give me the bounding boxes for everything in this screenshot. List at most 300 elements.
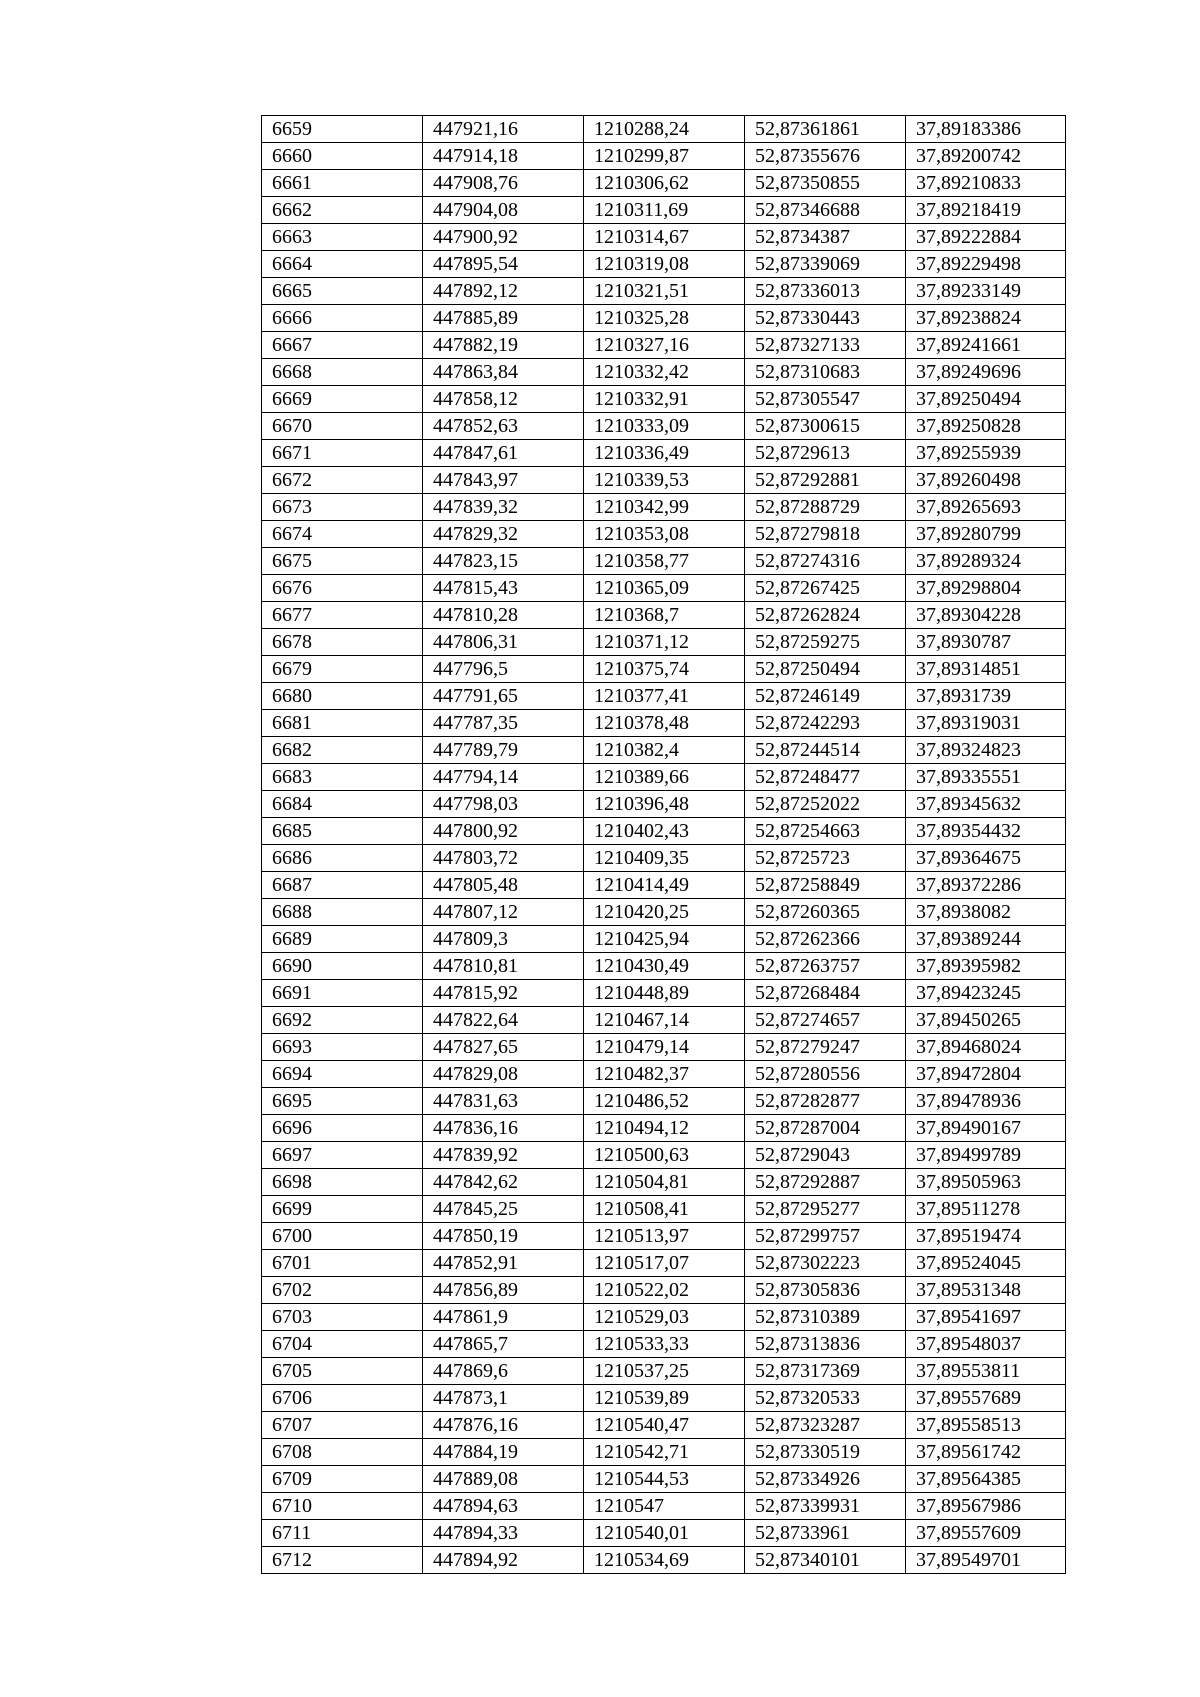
longitude-cell: 37,89335551 (906, 764, 1066, 791)
table-row (262, 953, 1066, 980)
x-coordinate-cell: 447822,64 (423, 1007, 584, 1034)
point-number-cell: 6693 (262, 1034, 423, 1061)
table-row (262, 845, 1066, 872)
y-coordinate-cell: 1210332,42 (584, 359, 745, 386)
point-number-cell: 6678 (262, 629, 423, 656)
y-coordinate-cell: 1210409,35 (584, 845, 745, 872)
point-number-cell: 6663 (262, 224, 423, 251)
table-row (262, 1007, 1066, 1034)
x-coordinate-cell: 447823,15 (423, 548, 584, 575)
y-coordinate-cell: 1210365,09 (584, 575, 745, 602)
x-coordinate-cell: 447882,19 (423, 332, 584, 359)
point-number-cell: 6702 (262, 1277, 423, 1304)
y-coordinate-cell: 1210371,12 (584, 629, 745, 656)
point-number-cell: 6711 (262, 1520, 423, 1547)
latitude-cell: 52,87339931 (745, 1493, 906, 1520)
x-coordinate-cell: 447842,62 (423, 1169, 584, 1196)
table-row (262, 332, 1066, 359)
point-number-cell: 6665 (262, 278, 423, 305)
latitude-cell: 52,8734387 (745, 224, 906, 251)
longitude-cell: 37,89218419 (906, 197, 1066, 224)
latitude-cell: 52,87244514 (745, 737, 906, 764)
longitude-cell: 37,89200742 (906, 143, 1066, 170)
point-number-cell: 6710 (262, 1493, 423, 1520)
latitude-cell: 52,87279247 (745, 1034, 906, 1061)
point-number-cell: 6700 (262, 1223, 423, 1250)
point-number-cell: 6659 (262, 116, 423, 143)
latitude-cell: 52,87323287 (745, 1412, 906, 1439)
longitude-cell: 37,8930787 (906, 629, 1066, 656)
latitude-cell: 52,87299757 (745, 1223, 906, 1250)
x-coordinate-cell: 447810,81 (423, 953, 584, 980)
x-coordinate-cell: 447885,89 (423, 305, 584, 332)
x-coordinate-cell: 447869,6 (423, 1358, 584, 1385)
x-coordinate-cell: 447904,08 (423, 197, 584, 224)
table-row (262, 116, 1066, 143)
y-coordinate-cell: 1210402,43 (584, 818, 745, 845)
x-coordinate-cell: 447894,63 (423, 1493, 584, 1520)
latitude-cell: 52,8725723 (745, 845, 906, 872)
latitude-cell: 52,87282877 (745, 1088, 906, 1115)
point-number-cell: 6674 (262, 521, 423, 548)
x-coordinate-cell: 447803,72 (423, 845, 584, 872)
table-row (262, 1142, 1066, 1169)
point-number-cell: 6676 (262, 575, 423, 602)
y-coordinate-cell: 1210540,01 (584, 1520, 745, 1547)
table-row (262, 521, 1066, 548)
table-row (262, 791, 1066, 818)
point-number-cell: 6673 (262, 494, 423, 521)
point-number-cell: 6684 (262, 791, 423, 818)
table-row (262, 683, 1066, 710)
x-coordinate-cell: 447796,5 (423, 656, 584, 683)
longitude-cell: 37,89557689 (906, 1385, 1066, 1412)
longitude-cell: 37,89260498 (906, 467, 1066, 494)
y-coordinate-cell: 1210508,41 (584, 1196, 745, 1223)
y-coordinate-cell: 1210425,94 (584, 926, 745, 953)
x-coordinate-cell: 447810,28 (423, 602, 584, 629)
y-coordinate-cell: 1210486,52 (584, 1088, 745, 1115)
longitude-cell: 37,89265693 (906, 494, 1066, 521)
y-coordinate-cell: 1210448,89 (584, 980, 745, 1007)
y-coordinate-cell: 1210517,07 (584, 1250, 745, 1277)
point-number-cell: 6708 (262, 1439, 423, 1466)
point-number-cell: 6703 (262, 1304, 423, 1331)
table-row (262, 197, 1066, 224)
longitude-cell: 37,89241661 (906, 332, 1066, 359)
longitude-cell: 37,89511278 (906, 1196, 1066, 1223)
point-number-cell: 6696 (262, 1115, 423, 1142)
latitude-cell: 52,87305836 (745, 1277, 906, 1304)
y-coordinate-cell: 1210494,12 (584, 1115, 745, 1142)
table-row (262, 305, 1066, 332)
point-number-cell: 6671 (262, 440, 423, 467)
longitude-cell: 37,89499789 (906, 1142, 1066, 1169)
longitude-cell: 37,89450265 (906, 1007, 1066, 1034)
table-row (262, 1250, 1066, 1277)
y-coordinate-cell: 1210482,37 (584, 1061, 745, 1088)
x-coordinate-cell: 447858,12 (423, 386, 584, 413)
table-row (262, 1439, 1066, 1466)
y-coordinate-cell: 1210333,09 (584, 413, 745, 440)
x-coordinate-cell: 447800,92 (423, 818, 584, 845)
latitude-cell: 52,87258849 (745, 872, 906, 899)
table-row (262, 170, 1066, 197)
point-number-cell: 6709 (262, 1466, 423, 1493)
y-coordinate-cell: 1210396,48 (584, 791, 745, 818)
longitude-cell: 37,89255939 (906, 440, 1066, 467)
x-coordinate-cell: 447856,89 (423, 1277, 584, 1304)
longitude-cell: 37,89549701 (906, 1547, 1066, 1574)
x-coordinate-cell: 447852,63 (423, 413, 584, 440)
latitude-cell: 52,87280556 (745, 1061, 906, 1088)
longitude-cell: 37,89423245 (906, 980, 1066, 1007)
y-coordinate-cell: 1210544,53 (584, 1466, 745, 1493)
point-number-cell: 6707 (262, 1412, 423, 1439)
table-row (262, 440, 1066, 467)
latitude-cell: 52,87313836 (745, 1331, 906, 1358)
x-coordinate-cell: 447884,19 (423, 1439, 584, 1466)
latitude-cell: 52,87248477 (745, 764, 906, 791)
point-number-cell: 6667 (262, 332, 423, 359)
x-coordinate-cell: 447921,16 (423, 116, 584, 143)
latitude-cell: 52,87254663 (745, 818, 906, 845)
point-number-cell: 6698 (262, 1169, 423, 1196)
y-coordinate-cell: 1210299,87 (584, 143, 745, 170)
longitude-cell: 37,89389244 (906, 926, 1066, 953)
point-number-cell: 6683 (262, 764, 423, 791)
latitude-cell: 52,87355676 (745, 143, 906, 170)
table-row (262, 737, 1066, 764)
y-coordinate-cell: 1210537,25 (584, 1358, 745, 1385)
longitude-cell: 37,89548037 (906, 1331, 1066, 1358)
x-coordinate-cell: 447789,79 (423, 737, 584, 764)
y-coordinate-cell: 1210529,03 (584, 1304, 745, 1331)
longitude-cell: 37,89304228 (906, 602, 1066, 629)
latitude-cell: 52,87274657 (745, 1007, 906, 1034)
x-coordinate-cell: 447847,61 (423, 440, 584, 467)
longitude-cell: 37,89319031 (906, 710, 1066, 737)
longitude-cell: 37,89372286 (906, 872, 1066, 899)
point-number-cell: 6705 (262, 1358, 423, 1385)
latitude-cell: 52,8729043 (745, 1142, 906, 1169)
latitude-cell: 52,87310683 (745, 359, 906, 386)
y-coordinate-cell: 1210325,28 (584, 305, 745, 332)
y-coordinate-cell: 1210467,14 (584, 1007, 745, 1034)
x-coordinate-cell: 447889,08 (423, 1466, 584, 1493)
point-number-cell: 6686 (262, 845, 423, 872)
x-coordinate-cell: 447914,18 (423, 143, 584, 170)
x-coordinate-cell: 447843,97 (423, 467, 584, 494)
longitude-cell: 37,89541697 (906, 1304, 1066, 1331)
y-coordinate-cell: 1210375,74 (584, 656, 745, 683)
y-coordinate-cell: 1210336,49 (584, 440, 745, 467)
x-coordinate-cell: 447861,9 (423, 1304, 584, 1331)
x-coordinate-cell: 447892,12 (423, 278, 584, 305)
latitude-cell: 52,87330443 (745, 305, 906, 332)
table-row (262, 602, 1066, 629)
x-coordinate-cell: 447829,08 (423, 1061, 584, 1088)
x-coordinate-cell: 447794,14 (423, 764, 584, 791)
point-number-cell: 6668 (262, 359, 423, 386)
y-coordinate-cell: 1210382,4 (584, 737, 745, 764)
y-coordinate-cell: 1210500,63 (584, 1142, 745, 1169)
longitude-cell: 37,89505963 (906, 1169, 1066, 1196)
latitude-cell: 52,87262366 (745, 926, 906, 953)
x-coordinate-cell: 447791,65 (423, 683, 584, 710)
longitude-cell: 37,89210833 (906, 170, 1066, 197)
longitude-cell: 37,89472804 (906, 1061, 1066, 1088)
point-number-cell: 6664 (262, 251, 423, 278)
latitude-cell: 52,87302223 (745, 1250, 906, 1277)
latitude-cell: 52,87336013 (745, 278, 906, 305)
y-coordinate-cell: 1210311,69 (584, 197, 745, 224)
table-row (262, 575, 1066, 602)
table-row (262, 1277, 1066, 1304)
y-coordinate-cell: 1210358,77 (584, 548, 745, 575)
y-coordinate-cell: 1210378,48 (584, 710, 745, 737)
x-coordinate-cell: 447798,03 (423, 791, 584, 818)
latitude-cell: 52,87361861 (745, 116, 906, 143)
point-number-cell: 6699 (262, 1196, 423, 1223)
point-number-cell: 6712 (262, 1547, 423, 1574)
latitude-cell: 52,87246149 (745, 683, 906, 710)
longitude-cell: 37,89354432 (906, 818, 1066, 845)
table-row (262, 1088, 1066, 1115)
latitude-cell: 52,87320533 (745, 1385, 906, 1412)
longitude-cell: 37,89324823 (906, 737, 1066, 764)
point-number-cell: 6669 (262, 386, 423, 413)
x-coordinate-cell: 447876,16 (423, 1412, 584, 1439)
table-row (262, 1304, 1066, 1331)
x-coordinate-cell: 447829,32 (423, 521, 584, 548)
point-number-cell: 6688 (262, 899, 423, 926)
y-coordinate-cell: 1210522,02 (584, 1277, 745, 1304)
x-coordinate-cell: 447831,63 (423, 1088, 584, 1115)
table-row (262, 1223, 1066, 1250)
y-coordinate-cell: 1210540,47 (584, 1412, 745, 1439)
x-coordinate-cell: 447863,84 (423, 359, 584, 386)
longitude-cell: 37,8931739 (906, 683, 1066, 710)
latitude-cell: 52,87300615 (745, 413, 906, 440)
x-coordinate-cell: 447850,19 (423, 1223, 584, 1250)
latitude-cell: 52,87305547 (745, 386, 906, 413)
point-number-cell: 6660 (262, 143, 423, 170)
point-number-cell: 6679 (262, 656, 423, 683)
latitude-cell: 52,87263757 (745, 953, 906, 980)
point-number-cell: 6672 (262, 467, 423, 494)
point-number-cell: 6687 (262, 872, 423, 899)
longitude-cell: 37,89524045 (906, 1250, 1066, 1277)
x-coordinate-cell: 447839,32 (423, 494, 584, 521)
latitude-cell: 52,87334926 (745, 1466, 906, 1493)
latitude-cell: 52,87259275 (745, 629, 906, 656)
longitude-cell: 37,89233149 (906, 278, 1066, 305)
latitude-cell: 52,87288729 (745, 494, 906, 521)
longitude-cell: 37,89238824 (906, 305, 1066, 332)
latitude-cell: 52,87250494 (745, 656, 906, 683)
latitude-cell: 52,87295277 (745, 1196, 906, 1223)
longitude-cell: 37,8938082 (906, 899, 1066, 926)
point-number-cell: 6677 (262, 602, 423, 629)
point-number-cell: 6690 (262, 953, 423, 980)
y-coordinate-cell: 1210542,71 (584, 1439, 745, 1466)
point-number-cell: 6670 (262, 413, 423, 440)
x-coordinate-cell: 447894,92 (423, 1547, 584, 1574)
x-coordinate-cell: 447815,43 (423, 575, 584, 602)
table-row (262, 899, 1066, 926)
x-coordinate-cell: 447908,76 (423, 170, 584, 197)
x-coordinate-cell: 447873,1 (423, 1385, 584, 1412)
point-number-cell: 6666 (262, 305, 423, 332)
y-coordinate-cell: 1210414,49 (584, 872, 745, 899)
x-coordinate-cell: 447895,54 (423, 251, 584, 278)
latitude-cell: 52,87327133 (745, 332, 906, 359)
table-row (262, 359, 1066, 386)
longitude-cell: 37,89395982 (906, 953, 1066, 980)
table-row (262, 143, 1066, 170)
point-number-cell: 6661 (262, 170, 423, 197)
point-number-cell: 6694 (262, 1061, 423, 1088)
longitude-cell: 37,89250494 (906, 386, 1066, 413)
x-coordinate-cell: 447865,7 (423, 1331, 584, 1358)
latitude-cell: 52,8733961 (745, 1520, 906, 1547)
latitude-cell: 52,87287004 (745, 1115, 906, 1142)
y-coordinate-cell: 1210504,81 (584, 1169, 745, 1196)
point-number-cell: 6691 (262, 980, 423, 1007)
y-coordinate-cell: 1210534,69 (584, 1547, 745, 1574)
x-coordinate-cell: 447806,31 (423, 629, 584, 656)
latitude-cell: 52,87292887 (745, 1169, 906, 1196)
latitude-cell: 52,87262824 (745, 602, 906, 629)
latitude-cell: 52,87339069 (745, 251, 906, 278)
x-coordinate-cell: 447894,33 (423, 1520, 584, 1547)
x-coordinate-cell: 447815,92 (423, 980, 584, 1007)
y-coordinate-cell: 1210420,25 (584, 899, 745, 926)
x-coordinate-cell: 447845,25 (423, 1196, 584, 1223)
latitude-cell: 52,87267425 (745, 575, 906, 602)
x-coordinate-cell: 447807,12 (423, 899, 584, 926)
longitude-cell: 37,89298804 (906, 575, 1066, 602)
longitude-cell: 37,89519474 (906, 1223, 1066, 1250)
y-coordinate-cell: 1210288,24 (584, 116, 745, 143)
y-coordinate-cell: 1210353,08 (584, 521, 745, 548)
table-row (262, 980, 1066, 1007)
table-row (262, 1061, 1066, 1088)
point-number-cell: 6675 (262, 548, 423, 575)
longitude-cell: 37,89561742 (906, 1439, 1066, 1466)
table-row (262, 629, 1066, 656)
latitude-cell: 52,87330519 (745, 1439, 906, 1466)
point-number-cell: 6704 (262, 1331, 423, 1358)
y-coordinate-cell: 1210389,66 (584, 764, 745, 791)
table-row (262, 1358, 1066, 1385)
latitude-cell: 52,87274316 (745, 548, 906, 575)
table-row (262, 1412, 1066, 1439)
y-coordinate-cell: 1210533,33 (584, 1331, 745, 1358)
longitude-cell: 37,89222884 (906, 224, 1066, 251)
coordinates-table-body (262, 116, 1066, 1574)
table-row (262, 386, 1066, 413)
y-coordinate-cell: 1210539,89 (584, 1385, 745, 1412)
table-row (262, 548, 1066, 575)
point-number-cell: 6682 (262, 737, 423, 764)
point-number-cell: 6701 (262, 1250, 423, 1277)
longitude-cell: 37,89553811 (906, 1358, 1066, 1385)
y-coordinate-cell: 1210479,14 (584, 1034, 745, 1061)
latitude-cell: 52,87350855 (745, 170, 906, 197)
y-coordinate-cell: 1210430,49 (584, 953, 745, 980)
x-coordinate-cell: 447809,3 (423, 926, 584, 953)
table-row (262, 467, 1066, 494)
table-row (262, 872, 1066, 899)
latitude-cell: 52,87279818 (745, 521, 906, 548)
x-coordinate-cell: 447852,91 (423, 1250, 584, 1277)
longitude-cell: 37,89314851 (906, 656, 1066, 683)
table-row (262, 710, 1066, 737)
point-number-cell: 6685 (262, 818, 423, 845)
y-coordinate-cell: 1210306,62 (584, 170, 745, 197)
table-row (262, 251, 1066, 278)
latitude-cell: 52,8729613 (745, 440, 906, 467)
latitude-cell: 52,87340101 (745, 1547, 906, 1574)
y-coordinate-cell: 1210314,67 (584, 224, 745, 251)
longitude-cell: 37,89478936 (906, 1088, 1066, 1115)
y-coordinate-cell: 1210319,08 (584, 251, 745, 278)
latitude-cell: 52,87242293 (745, 710, 906, 737)
x-coordinate-cell: 447839,92 (423, 1142, 584, 1169)
point-number-cell: 6697 (262, 1142, 423, 1169)
latitude-cell: 52,87252022 (745, 791, 906, 818)
table-row (262, 278, 1066, 305)
y-coordinate-cell: 1210321,51 (584, 278, 745, 305)
longitude-cell: 37,89364675 (906, 845, 1066, 872)
table-row (262, 413, 1066, 440)
y-coordinate-cell: 1210513,97 (584, 1223, 745, 1250)
latitude-cell: 52,87268484 (745, 980, 906, 1007)
latitude-cell: 52,87317369 (745, 1358, 906, 1385)
y-coordinate-cell: 1210342,99 (584, 494, 745, 521)
latitude-cell: 52,87310389 (745, 1304, 906, 1331)
longitude-cell: 37,89249696 (906, 359, 1066, 386)
table-row (262, 1196, 1066, 1223)
table-row (262, 1034, 1066, 1061)
table-row (262, 926, 1066, 953)
y-coordinate-cell: 1210377,41 (584, 683, 745, 710)
longitude-cell: 37,89564385 (906, 1466, 1066, 1493)
x-coordinate-cell: 447787,35 (423, 710, 584, 737)
table-row (262, 818, 1066, 845)
table-row (262, 1115, 1066, 1142)
longitude-cell: 37,89229498 (906, 251, 1066, 278)
x-coordinate-cell: 447827,65 (423, 1034, 584, 1061)
y-coordinate-cell: 1210547 (584, 1493, 745, 1520)
longitude-cell: 37,89183386 (906, 116, 1066, 143)
longitude-cell: 37,89490167 (906, 1115, 1066, 1142)
longitude-cell: 37,89468024 (906, 1034, 1066, 1061)
x-coordinate-cell: 447900,92 (423, 224, 584, 251)
table-row (262, 1466, 1066, 1493)
table-row (262, 764, 1066, 791)
latitude-cell: 52,87260365 (745, 899, 906, 926)
longitude-cell: 37,89280799 (906, 521, 1066, 548)
x-coordinate-cell: 447836,16 (423, 1115, 584, 1142)
longitude-cell: 37,89567986 (906, 1493, 1066, 1520)
point-number-cell: 6706 (262, 1385, 423, 1412)
table-row (262, 224, 1066, 251)
latitude-cell: 52,87292881 (745, 467, 906, 494)
longitude-cell: 37,89289324 (906, 548, 1066, 575)
